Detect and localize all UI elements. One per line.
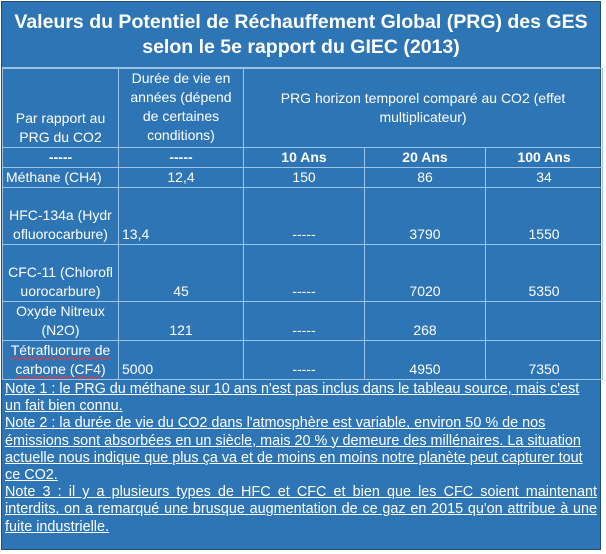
- prg-10-value: -----: [244, 245, 365, 302]
- header-prg-horizon: PRG horizon temporel comparé au CO2 (effet multiplicateur): [244, 69, 603, 148]
- prg-table: [2, 68, 603, 380]
- header-lifetime: Durée de vie en années (dépend de certaines conditions): [119, 69, 244, 148]
- header-reference: Par rapport au PRG du CO2: [3, 69, 119, 148]
- prg-20-value: 7020: [365, 245, 486, 302]
- header-row: [3, 69, 603, 148]
- gas-name-text: Tétrafluorure de carbone (CF4): [10, 342, 111, 377]
- lifetime-value: 121: [119, 302, 244, 341]
- table-row: [3, 302, 603, 341]
- prg-20-value: 4950: [365, 341, 486, 380]
- lifetime-value: 45: [119, 245, 244, 302]
- subheader-20-years: 20 Ans: [365, 148, 486, 168]
- prg-10-value: 150: [244, 168, 365, 188]
- note-3: Note 3 : il y a plusieurs types de HFC et CFC et bien que les CFC soient maintenant interdits, on a remarqué une brusque augmentation de ce gaz en 2015 qu'on attribue à une fuite industrielle.: [5, 484, 597, 535]
- subheader-row: [3, 148, 603, 168]
- table-row: [3, 341, 603, 380]
- prg-10-value: -----: [244, 302, 365, 341]
- subheader-dash-2: -----: [119, 148, 244, 168]
- note-1: Note 1 : le PRG du méthane sur 10 ans n'est pas inclus dans le tableau source, mais c'est un fait bien connu.: [5, 381, 580, 415]
- gas-name: Oxyde Nitreux (N2O): [3, 302, 119, 341]
- prg-100-value: 5350: [486, 245, 603, 302]
- table-title: Valeurs du Potentiel de Réchauffement Global (PRG) des GES selon le 5e rapport du GIEC (2013): [2, 2, 600, 68]
- subheader-100-years: 100 Ans: [486, 148, 603, 168]
- prg-100-value: 34: [486, 168, 603, 188]
- ges-table-card: [1, 1, 601, 550]
- lifetime-value: 5000: [119, 341, 244, 380]
- prg-100-value: [486, 302, 603, 341]
- subheader-10-years: 10 Ans: [244, 148, 365, 168]
- note-2: Note 2 : la durée de vie du CO2 dans l'atmosphère est variable, environ 50 % de nos émissions sont absorbées en un siècle, mais 20 % y demeure des millénaires. La situation actuelle nous indique que plus ça va et de moins en moins notre planète peut capturer tout ce CO2.: [5, 415, 583, 484]
- prg-10-value: -----: [244, 341, 365, 380]
- table-row: [3, 188, 603, 245]
- lifetime-value: 13,4: [119, 188, 244, 245]
- prg-20-value: 268: [365, 302, 486, 341]
- notes-section: [2, 380, 600, 536]
- gas-name: Méthane (CH4): [3, 168, 119, 188]
- prg-100-value: 7350: [486, 341, 603, 380]
- gas-name: HFC-134a (Hydrofluorocarbure): [3, 188, 119, 245]
- prg-100-value: 1550: [486, 188, 603, 245]
- prg-10-value: -----: [244, 188, 365, 245]
- table-row: [3, 168, 603, 188]
- table-row: [3, 245, 603, 302]
- subheader-dash-1: -----: [3, 148, 119, 168]
- gas-name: [3, 341, 119, 380]
- lifetime-value: 12,4: [119, 168, 244, 188]
- prg-20-value: 86: [365, 168, 486, 188]
- gas-name: CFC-11 (Chlorofluorocarbure): [3, 245, 119, 302]
- prg-20-value: 3790: [365, 188, 486, 245]
